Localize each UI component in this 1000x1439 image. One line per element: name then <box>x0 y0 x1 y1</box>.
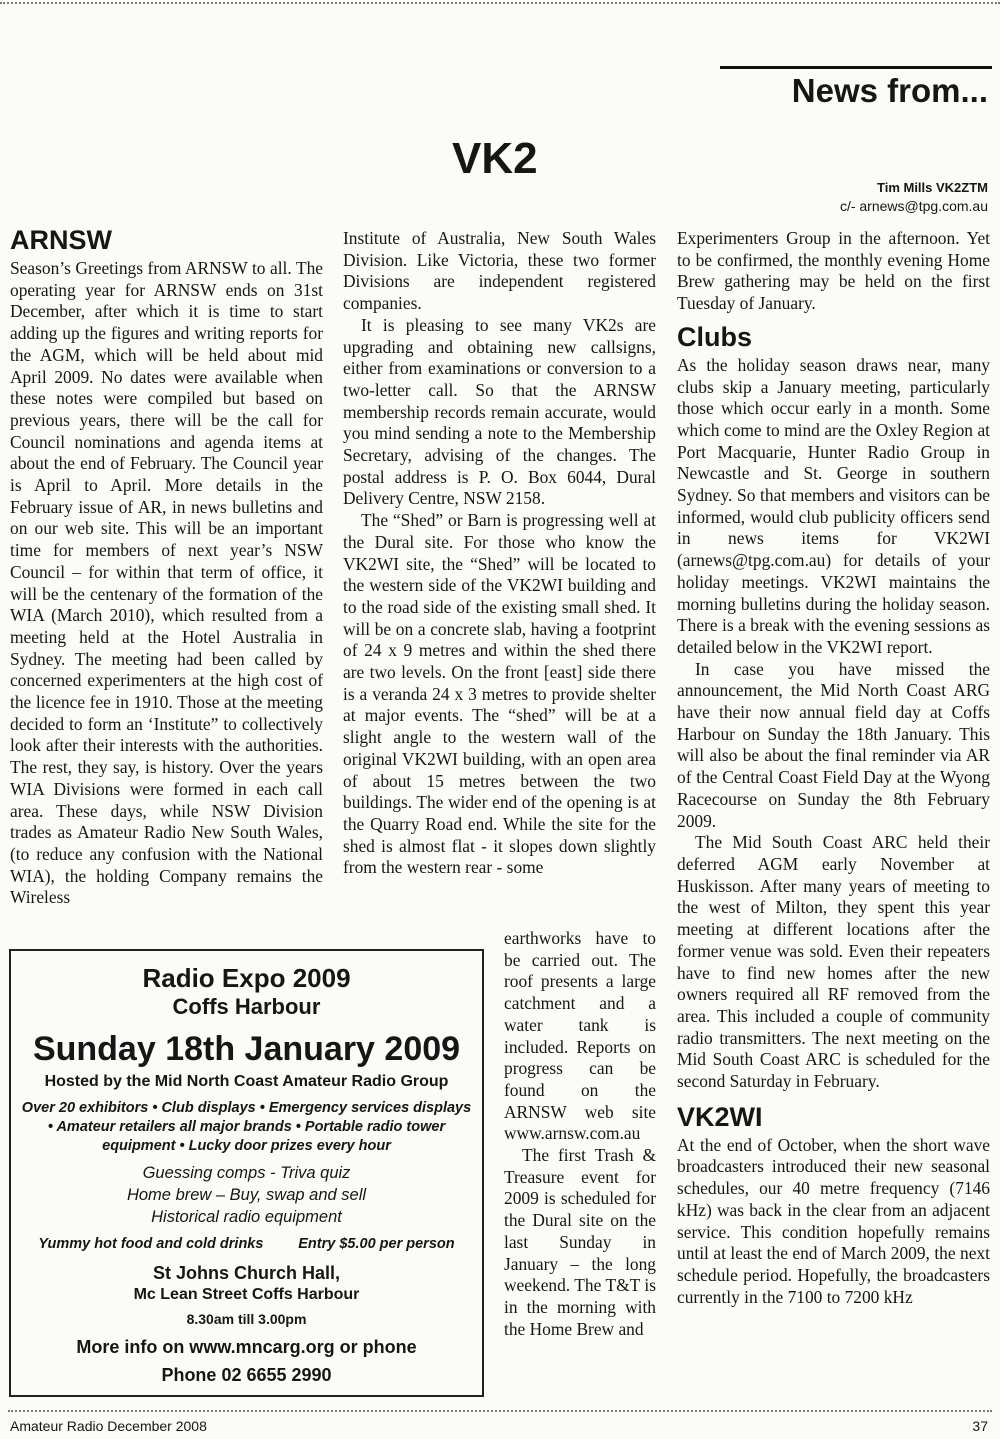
radio-expo-advert <box>9 949 484 1397</box>
paragraph: Institute of Australia, New South Wales Division. Like Victoria, these two former Divisions are independent registered companies. <box>343 228 656 314</box>
ad-host: Hosted by the Mid North Coast Amateur Radio Group <box>44 1073 449 1090</box>
ad-hours: 8.30am till 3.00pm <box>186 1311 307 1327</box>
section-title-rule <box>720 66 992 69</box>
byline <box>840 178 988 216</box>
column-2 <box>343 228 656 879</box>
ad-food-entry-row <box>11 1236 482 1252</box>
heading-clubs: Clubs <box>677 321 753 352</box>
ad-activity: Historical radio equipment <box>151 1208 342 1226</box>
division-title: VK2 <box>452 134 538 183</box>
author-contact: c/- arnews@tpg.com.au <box>839 198 988 214</box>
author-name: Tim Mills VK2ZTM <box>877 180 988 195</box>
ad-activity: Home brew – Buy, swap and sell <box>126 1186 367 1204</box>
ad-date: Sunday 18th January 2009 <box>32 1030 461 1068</box>
footer-publication: Amateur Radio December 2008 <box>10 1418 207 1434</box>
ad-street: Mc Lean Street Coffs Harbour <box>133 1286 360 1303</box>
paragraph: Season’s Greetings from ARNSW to all. The operating year for ARNSW ends on 31st December, after which it is time to start adding up the figures and writing reports for the AGM, which will be held about mid April 2009. No dates were available when these notes were compiled but based on previous years, there will be the call for Council nominations and agenda items at about the end of February. The Council year is April to April. More details in the February issue of AR, in news bulletins and on our web site. This will be an important time for members of next year’s NSW Council – for within that term of office, it will be the centenary of the formation of the WIA (March 2010), which resulted from a meeting held at the Hotel Australia in Sydney. The meeting had been called by concerned experimenters at the high cost of the licence fee in 1910. Those at the meeting decided to form an ‘Institute” to collectively look after their interests with the authorities. The rest, they say, is history. Over the years WIA Divisions were formed in each call area. These days, while NSW Division trades as Amateur Radio New South Wales, (to reduce any confusion with the National WIA), the holding Company remains the Wireless <box>10 258 323 908</box>
paragraph: At the end of October, when the short wave broadcasters introduced their new seasonal schedules, our 40 metre frequency (7146 kHz) was back in the clear from an adjacent service. This condition hopefully remains until at least the end of March 2009, the next schedule period. Hopefully, the broadcasters currently in the 7100 to 7200 kHz <box>677 1134 990 1307</box>
ad-food: Yummy hot food and cold drinks <box>38 1236 264 1252</box>
paragraph: earthworks have to be carried out. The roof presents a large catchment and a water tank is included. Reports on progress can be found on the ARNSW web site www.arnsw.com.au <box>504 928 656 1144</box>
paragraph: The “Shed” or Barn is progressing well at the Dural site. For those who know the VK2WI site, the “Shed” will be located to the western side of the VK2WI building and to the road side of the existing small shed. It will be on a concrete slab, having a footprint of 24 x 9 metres and within the shed there are two levels. On the front [east] side there is a veranda 24 x 3 metres to provide shelter at major events. The “shed” will be at a slight angle to the western wall of the original VK2WI building, with an open area of about 15 metres between the two buildings. The wider end of the opening is at the Quarry Road end. While the site for the shed is almost flat - it slopes down slightly from the western rear - some <box>343 510 656 878</box>
heading-vk2wi: VK2WI <box>677 1101 763 1132</box>
paragraph: As the holiday season draws near, many clubs skip a January meeting, particularly those which occur early in a month. Some which come to mind are the Oxley Region at Port Macquarie, Hunter Radio Group in Newcastle and St. George in southern Sydney. So that members and visitors can be informed, would club publicity officers send in news items for VK2WI (arnews@tpg.com.au) for details of your holiday meetings. VK2WI maintains the morning bulletins during the holiday season. There is a break with the evening sessions as detailed below in the VK2WI report. <box>677 354 990 657</box>
top-rule <box>0 2 1000 4</box>
ad-location: Coffs Harbour <box>172 994 321 1019</box>
ad-info: More info on www.mncarg.org or phone <box>76 1337 417 1357</box>
paragraph: In case you have missed the announcement, the Mid North Coast ARG have their now annual field day at Coffs Harbour on Sunday the 18th January. This will also be about the final reminder via AR of the Central Coast Field Day at the Wyong Racecourse on Sunday the 8th February 2009. <box>677 658 990 831</box>
column-1 <box>10 224 323 909</box>
column-3 <box>677 228 990 1308</box>
ad-title: Radio Expo 2009 <box>142 963 351 993</box>
ad-entry: Entry $5.00 per person <box>298 1236 455 1252</box>
footer-page-number: 37 <box>972 1418 988 1434</box>
heading-arnsw: ARNSW <box>10 225 112 255</box>
ad-venue: St Johns Church Hall, <box>152 1263 341 1283</box>
ad-phone: Phone 02 6655 2990 <box>161 1365 332 1385</box>
ad-features: Over 20 exhibitors • Club displays • Emergency services displays • Amateur retailers all major brands • Portable radio tower equipment • Lucky door prizes every hour <box>21 1100 472 1154</box>
paragraph: It is pleasing to see many VK2s are upgrading and obtaining new callsigns, either from examinations or conversion to a two-letter call. So that the ARNSW membership records remain accurate, would you mind sending a note to the Membership Secretary, advising of the changes. The postal address is P. O. Box 6044, Dural Delivery Centre, NSW 2158. <box>343 314 656 509</box>
paragraph: The Mid South Coast ARC held their deferred AGM early November at Huskisson. After many years of meeting to the west of Milton, they spent this year meeting at different locations after the former venue was sold. Even their repeaters have to find new homes after the new owners required all RF removed from the area. This included a couple of community radio transmitters. The next meeting on the Mid South Coast ARC is scheduled for the second Saturday in February. <box>677 832 990 1092</box>
ad-activity: Guessing comps - Triva quiz <box>142 1164 351 1182</box>
section-title: News from... <box>791 72 988 109</box>
bottom-rule <box>8 1410 992 1412</box>
column-2-narrow <box>504 928 656 1340</box>
paragraph: The first Trash & Treasure event for 2009 is scheduled for the Dural site on the last Sunday in January – the long weekend. The T&T is in the morning with the Home Brew and <box>504 1145 656 1339</box>
paragraph: Experimenters Group in the afternoon. Yet to be confirmed, the monthly evening Home Brew gathering may be held on the first Tuesday of January. <box>677 228 990 314</box>
